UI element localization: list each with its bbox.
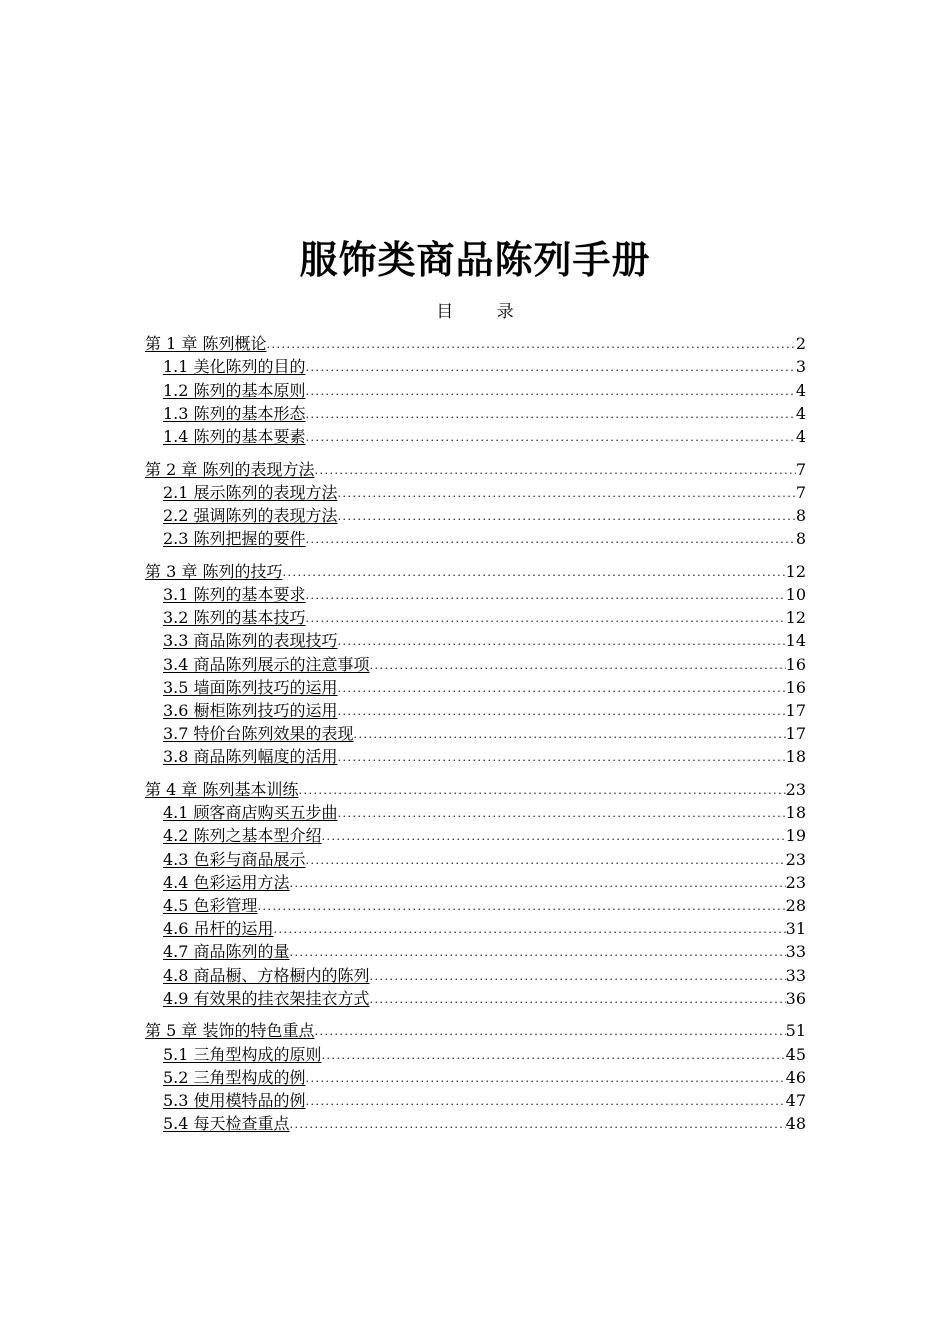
toc-dot-leader xyxy=(282,560,785,583)
toc-page-number: 17 xyxy=(785,701,806,720)
table-of-contents xyxy=(145,332,806,1135)
toc-section-link[interactable] xyxy=(145,722,806,745)
toc-dot-leader xyxy=(306,425,796,448)
toc-heading: 目 录 xyxy=(436,302,514,322)
toc-page-number: 4 xyxy=(795,403,806,423)
toc-entry-label: 3.6 橱柜陈列技巧的运用 xyxy=(163,701,338,720)
toc-dot-leader xyxy=(314,1019,785,1042)
toc-entry-label: 2.3 陈列把握的要件 xyxy=(163,529,306,549)
toc-entry-label: 3.4 商品陈列展示的注意事项 xyxy=(163,654,370,674)
toc-dot-leader xyxy=(322,824,786,847)
toc-section-link[interactable] xyxy=(145,1066,806,1089)
toc-section-link[interactable] xyxy=(145,940,806,963)
toc-page-number: 51 xyxy=(785,1021,806,1041)
toc-dot-leader xyxy=(298,778,785,801)
toc-section-link[interactable] xyxy=(145,824,806,847)
toc-entry-label: 5.4 每天检查重点 xyxy=(163,1114,290,1134)
toc-section-link[interactable] xyxy=(145,894,806,917)
toc-dot-leader xyxy=(266,332,795,355)
toc-page-number: 16 xyxy=(785,677,806,697)
toc-entry-label: 第 3 章 陈列的技巧 xyxy=(145,561,283,581)
toc-entry-label: 1.1 美化陈列的目的 xyxy=(163,357,306,377)
toc-section-link[interactable] xyxy=(145,652,806,675)
toc-dot-leader xyxy=(306,848,786,871)
toc-page-number: 3 xyxy=(795,357,806,377)
toc-section-link[interactable] xyxy=(145,606,806,629)
toc-page-number: 19 xyxy=(785,826,806,846)
toc-dot-leader xyxy=(306,1089,786,1112)
toc-dot-leader xyxy=(338,801,786,824)
toc-dot-leader xyxy=(306,355,796,378)
toc-entry-label: 5.3 使用模特品的例 xyxy=(163,1091,306,1110)
toc-dot-leader xyxy=(370,987,786,1010)
toc-chapter-link[interactable] xyxy=(145,332,806,355)
toc-dot-leader xyxy=(370,964,786,987)
toc-dot-leader xyxy=(306,1066,786,1089)
toc-page-number: 48 xyxy=(785,1114,806,1134)
toc-section-link[interactable] xyxy=(145,1089,806,1112)
toc-page-number: 23 xyxy=(785,849,806,869)
toc-section-link[interactable] xyxy=(145,527,806,550)
toc-page-number: 7 xyxy=(795,459,806,479)
toc-entry-label: 3.5 墙面陈列技巧的运用 xyxy=(163,677,338,697)
toc-page-number: 23 xyxy=(785,872,806,892)
toc-page-number: 4 xyxy=(795,380,806,400)
toc-entry-label: 5.1 三角型构成的原则 xyxy=(163,1044,322,1064)
toc-chapter-link[interactable] xyxy=(145,778,806,801)
toc-page-number: 12 xyxy=(785,608,806,628)
toc-dot-leader xyxy=(306,606,786,629)
toc-dot-leader xyxy=(290,871,786,894)
toc-entry-label: 4.6 吊杆的运用 xyxy=(163,919,274,939)
toc-dot-leader xyxy=(306,583,786,606)
toc-entry-label: 4.1 顾客商店购买五步曲 xyxy=(163,803,338,823)
toc-section-link[interactable] xyxy=(145,378,806,401)
toc-dot-leader xyxy=(306,402,796,425)
toc-entry-label: 3.1 陈列的基本要求 xyxy=(163,585,306,605)
toc-dot-leader xyxy=(338,504,796,527)
toc-entry-label: 2.1 展示陈列的表现方法 xyxy=(163,482,338,502)
toc-chapter-link[interactable] xyxy=(145,560,806,583)
toc-page-number: 4 xyxy=(795,426,806,446)
document-title: 服饰类商品陈列手册 xyxy=(299,238,651,282)
toc-entry-label: 1.4 陈列的基本要素 xyxy=(163,426,306,446)
toc-section-link[interactable] xyxy=(145,402,806,425)
toc-dot-leader xyxy=(290,940,786,963)
toc-dot-leader xyxy=(338,745,786,768)
toc-dot-leader xyxy=(338,629,786,652)
toc-section-link[interactable] xyxy=(145,745,806,768)
toc-dot-leader xyxy=(306,379,796,402)
toc-page-number: 16 xyxy=(785,654,806,674)
toc-dot-leader xyxy=(314,458,795,481)
toc-entry-label: 2.2 强调陈列的表现方法 xyxy=(163,506,338,525)
toc-section-link[interactable] xyxy=(145,481,806,504)
toc-section-link[interactable] xyxy=(145,1042,806,1065)
toc-entry-label: 4.8 商品橱、方格橱内的陈列 xyxy=(163,965,370,985)
toc-page-number: 28 xyxy=(785,896,806,915)
toc-page-number: 14 xyxy=(785,631,806,651)
toc-entry-label: 3.7 特价台陈列效果的表现 xyxy=(163,724,354,744)
toc-page-number: 10 xyxy=(785,585,806,605)
toc-entry-label: 4.2 陈列之基本型介绍 xyxy=(163,826,322,846)
toc-page-number: 46 xyxy=(785,1067,806,1087)
toc-page-number: 17 xyxy=(785,724,806,744)
toc-section-link[interactable] xyxy=(145,917,806,940)
toc-entry-label: 1.3 陈列的基本形态 xyxy=(163,403,306,423)
toc-page-number: 18 xyxy=(785,747,806,767)
toc-section-link[interactable] xyxy=(145,801,806,824)
toc-entry-label: 4.3 色彩与商品展示 xyxy=(163,849,306,869)
toc-section-link[interactable] xyxy=(145,629,806,652)
toc-page-number: 18 xyxy=(785,803,806,823)
toc-entry-label: 4.5 色彩管理 xyxy=(163,896,258,915)
toc-page-number: 33 xyxy=(785,942,806,962)
toc-dot-leader xyxy=(290,1112,786,1135)
toc-section-link[interactable] xyxy=(145,355,806,378)
toc-page-number: 47 xyxy=(785,1091,806,1110)
toc-chapter-link[interactable] xyxy=(145,457,806,480)
toc-entry-label: 第 5 章 装饰的特色重点 xyxy=(145,1021,315,1041)
toc-entry-label: 5.2 三角型构成的例 xyxy=(163,1067,306,1087)
toc-page-number: 23 xyxy=(785,780,806,800)
toc-entry-label: 第 2 章 陈列的表现方法 xyxy=(145,459,315,479)
toc-page-number: 8 xyxy=(795,529,806,549)
toc-dot-leader xyxy=(370,653,786,676)
toc-entry-label: 3.2 陈列的基本技巧 xyxy=(163,608,306,628)
toc-entry-label: 第 4 章 陈列基本训练 xyxy=(145,780,299,800)
toc-page-number: 31 xyxy=(785,919,806,939)
toc-entry-label: 1.2 陈列的基本原则 xyxy=(163,380,306,400)
toc-section-link[interactable] xyxy=(145,847,806,870)
toc-section-link[interactable] xyxy=(145,504,806,527)
toc-page-number: 12 xyxy=(785,561,806,581)
toc-section-link[interactable] xyxy=(145,987,806,1010)
toc-page-number: 45 xyxy=(785,1044,806,1064)
toc-dot-leader xyxy=(338,676,786,699)
toc-dot-leader xyxy=(258,894,786,917)
toc-section-link[interactable] xyxy=(145,871,806,894)
toc-dot-leader xyxy=(338,481,796,504)
toc-section-link[interactable] xyxy=(145,963,806,986)
toc-section-link[interactable] xyxy=(145,1112,806,1135)
toc-page-number: 8 xyxy=(795,506,806,525)
toc-chapter-link[interactable] xyxy=(145,1019,806,1042)
toc-section-link[interactable] xyxy=(145,583,806,606)
toc-dot-leader xyxy=(338,699,786,722)
toc-section-link[interactable] xyxy=(145,425,806,448)
toc-entry-label: 4.4 色彩运用方法 xyxy=(163,872,290,892)
toc-dot-leader xyxy=(322,1043,786,1066)
toc-page-number: 36 xyxy=(785,988,806,1008)
toc-dot-leader xyxy=(354,722,786,745)
toc-dot-leader xyxy=(306,527,796,550)
toc-page-number: 7 xyxy=(795,482,806,502)
toc-entry-label: 3.8 商品陈列幅度的活用 xyxy=(163,747,338,767)
toc-entry-label: 4.7 商品陈列的量 xyxy=(163,942,290,962)
toc-entry-label: 3.3 商品陈列的表现技巧 xyxy=(163,631,338,651)
toc-page-number: 33 xyxy=(785,965,806,985)
toc-section-link[interactable] xyxy=(145,699,806,722)
toc-section-link[interactable] xyxy=(145,676,806,699)
toc-page-number: 2 xyxy=(795,334,806,354)
toc-entry-label: 4.9 有效果的挂衣架挂衣方式 xyxy=(163,988,370,1008)
toc-entry-label: 第 1 章 陈列概论 xyxy=(145,334,267,354)
toc-dot-leader xyxy=(274,917,786,940)
